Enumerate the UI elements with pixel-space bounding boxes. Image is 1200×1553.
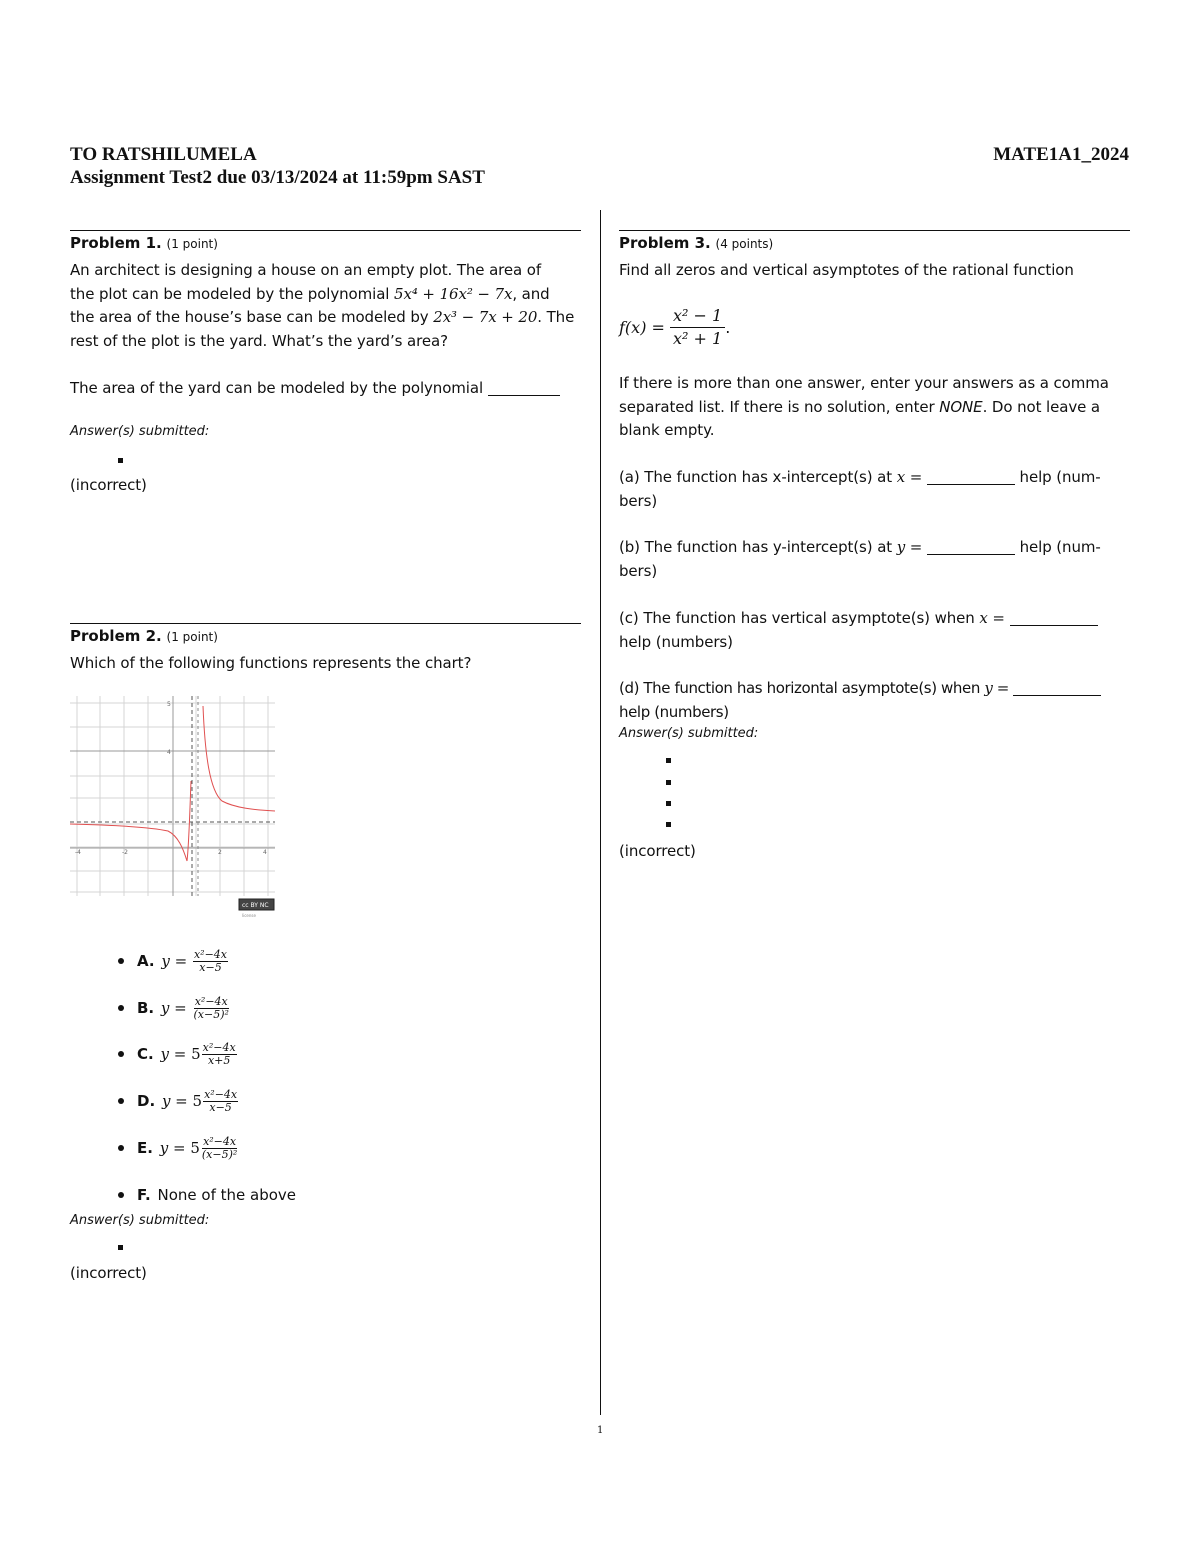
course-code: MATE1A1_2024 [993, 144, 1129, 165]
svg-text:4: 4 [167, 749, 171, 756]
option-e: E. y = 5 $\frac{\text{x²−4x}}{\text{(x−5)²}}$ [118, 1133, 239, 1163]
option-d: D. y = 5 $\frac{\text{x²−4x}}{x-5}$ [118, 1086, 239, 1116]
svg-text:-4: -4 [75, 849, 81, 856]
part-c-answer-blank[interactable] [1010, 611, 1098, 626]
svg-text:license: license [242, 913, 256, 918]
option-f: F. None of the above [118, 1180, 296, 1210]
problem1-text: An architect is designing a house on an empty plot. The area of the plot can be modeled by the polynomial 5x⁴ + 16x² − 7x, and the area of the house’s base can be modeled by 2x³ − 7x + 20. The rest of the plot is the yard. What’s the yard’s area? [70, 261, 575, 350]
part-c: (c) The function has vertical asymptote(s) when x = help (numbers) [619, 607, 1131, 654]
problem3-rule [619, 230, 1130, 231]
problem3-answer-bullet-a [666, 758, 671, 763]
problem2-title: Problem 2. (1 point) [70, 627, 218, 645]
column-divider [600, 210, 601, 1415]
problem1-answers-label: Answer(s) submitted: [70, 424, 210, 439]
problem1-prompt: The area of the yard can be modeled by the polynomial [70, 377, 560, 401]
problem1-status: (incorrect) [70, 476, 147, 494]
problem3-title: Problem 3. (4 points) [619, 234, 774, 252]
rational-function: f(x) = $\frac{\text{x² − 1}}{\text{x² + 1}}$ . [619, 306, 731, 348]
problem3-answer-bullet-c [666, 801, 671, 806]
problem3-answer-bullet-b [666, 780, 671, 785]
problem2-rule [70, 623, 581, 624]
part-a: (a) The function has x-intercept(s) at x = help (num- bers) [619, 468, 1101, 510]
problem1-answer-blank[interactable] [488, 381, 560, 396]
part-a-answer-blank[interactable] [927, 470, 1015, 485]
problem2-answers-label: Answer(s) submitted: [70, 1213, 210, 1228]
part-d: (d) The function has horizontal asymptote(s) when y = help (numbers) [619, 677, 1131, 724]
problem3-intro: Find all zeros and vertical asymptotes of the rational function [619, 261, 1074, 279]
part-d-answer-blank[interactable] [1013, 681, 1101, 696]
problem3-answer-bullet-d [666, 822, 671, 827]
problem2-answer-bullet [118, 1245, 123, 1250]
option-c: C. y = 5 $\frac{\text{x²−4x}}{x+5}$ [118, 1039, 238, 1069]
problem3-instructions: If there is more than one answer, enter your answers as a comma separated list. If there is no solution, enter NONE. Do not leave a blank empty. [619, 374, 1109, 439]
problem2-question: Which of the following functions represents the chart? [70, 654, 472, 672]
problem2-status: (incorrect) [70, 1264, 147, 1282]
part-b-answer-blank[interactable] [927, 540, 1015, 555]
part-b: (b) The function has y-intercept(s) at y = help (num- bers) [619, 538, 1101, 580]
svg-text:-2: -2 [122, 849, 128, 856]
option-a: A. y = $\frac{\text{x²−4x}}{x-5}$ [118, 946, 229, 976]
problem3-status: (incorrect) [619, 842, 696, 860]
problem1-answer-bullet [118, 458, 123, 463]
student-name: TO RATSHILUMELA [70, 144, 257, 165]
problem1-title: Problem 1. (1 point) [70, 234, 218, 252]
svg-text:2: 2 [218, 849, 222, 856]
svg-text:5: 5 [167, 701, 171, 708]
problem3-answers-label: Answer(s) submitted: [619, 726, 759, 741]
svg-text:cc BY NC: cc BY NC [242, 902, 269, 909]
problem1-rule [70, 230, 581, 231]
svg-text:4: 4 [263, 849, 267, 856]
assignment-title: Assignment Test2 due 03/13/2024 at 11:59pm SAST [70, 167, 485, 188]
page-number: 1 [597, 1425, 604, 1436]
function-graph [70, 696, 277, 918]
option-b: B. y = $\frac{\text{x²−4x}}{\text{(x−5)²}}$ [118, 993, 231, 1023]
